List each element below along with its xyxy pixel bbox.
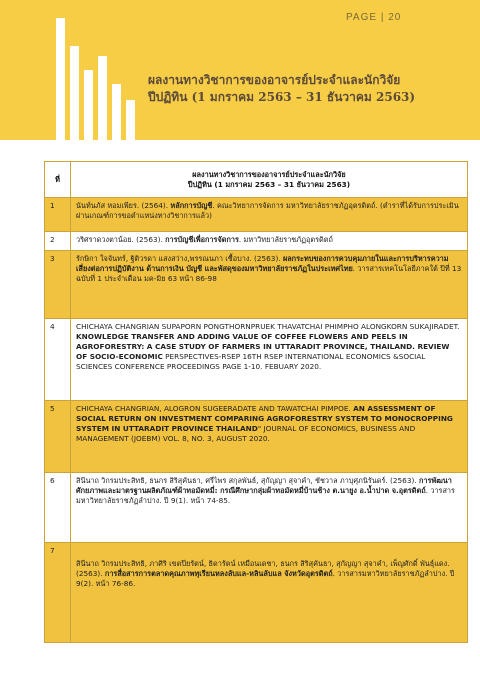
citation-source: . มหาวิทยาลัยราชภัฏอุตรดิตถ์ <box>238 235 333 244</box>
row-citation <box>71 401 468 473</box>
citation-authors: CHICHAYA CHANGRIAN SUPAPORN PONGTHORNPRUEK THAVATCHAI PHIMPHO ALONGKORN SUKAJIRADET. <box>76 322 460 331</box>
row-number: 6 <box>45 473 71 543</box>
row-number: 7 <box>45 543 71 643</box>
row-citation <box>71 473 468 543</box>
bar-chart-decoration <box>70 46 79 140</box>
table-row <box>45 543 468 643</box>
citation-source: . วารสารมหาวิทยาลัยราชภัฏลำปาง. ปี 9(1). หน้า 74-85. <box>76 486 455 505</box>
citation-title: KNOWLEDGE TRANSFER AND ADDING VALUE OF COFFEE FLOWERS AND PEELS IN AGROFORESTRY: A CASE STUDY OF FARMERS IN UTTARADIT PROVINCE, THAILAND. REVIEW OF SOCIO-ECONOMIC <box>76 332 450 361</box>
citation-source: PERSPECTIVES-RSEP 16TH RSEP INTERNATIONAL ECONOMICS &SOCIAL SCIENCES CONFERENCE PROCEEDINGS PAGE 1-10. FEBUARY 2020. <box>76 352 426 371</box>
row-number: 3 <box>45 251 71 319</box>
citation-authors: รักษิกา ใจจันทร์, ฐิติวรดา แสงสว่าง,พรรณนภา เชื้อบาง. (2563). <box>76 254 283 263</box>
bar-chart-decoration <box>112 84 121 140</box>
table-row <box>45 319 468 401</box>
row-citation <box>71 543 468 643</box>
publications-table <box>44 161 468 643</box>
column-header-number: ที่ <box>45 162 71 198</box>
row-citation <box>71 198 468 232</box>
bar-chart-decoration <box>98 56 107 140</box>
page-number: PAGE | 20 <box>346 12 402 23</box>
row-citation <box>71 251 468 319</box>
row-citation <box>71 232 468 251</box>
page-header-band <box>0 0 480 140</box>
citation-source: . คณะวิทยาการจัดการ มหาวิทยาลัยราชภัฏอุตรดิตถ์. (ตำราที่ได้รับการประเมินผ่านเกณฑ์การขอตำแหน่งทางวิชาการแล้ว) <box>76 201 459 220</box>
table-row <box>45 232 468 251</box>
bar-chart-decoration <box>84 70 93 140</box>
column-header-line-2: ปีปฏิทิน (1 มกราคม 2563 – 31 ธันวาคม 2563) <box>187 179 351 189</box>
citation-authors: วริศราดวงตาน้อย. (2563). <box>76 235 166 244</box>
table-row <box>45 251 468 319</box>
title-line-1: ผลงานทางวิชาการของอาจารย์ประจำและนักวิจัย <box>148 73 401 87</box>
row-number: 1 <box>45 198 71 232</box>
column-header-line-1: ผลงานทางวิชาการของอาจารย์ประจำและนักวิจัย <box>192 169 346 179</box>
row-citation <box>71 319 468 401</box>
citation-source: . วารสารมหาวิทยาลัยราชภัฏลำปาง. ปี 9(2). หน้า 76-86. <box>76 569 455 588</box>
table-row <box>45 198 468 232</box>
citation-authors: สินีนาถ วิกรมประสิทธิ, ภาศิริ เขตปียรัตน์, ธิดารัตน์ เหมือนเดชา, ธนกร สิริสุคันธา, สุกัญญา สุจาคำ, เพ็ญศักดิ์ พันธุ์แดง. (2563). <box>76 559 450 578</box>
title-line-2: ปีปฏิทิน (1 มกราคม 2563 – 31 ธันวาคม 2563) <box>148 90 416 104</box>
citation-source: " JOURNAL OF ECONOMICS, BUSINESS AND MANAGEMENT (JOEBM) VOL. 8, NO. 3, AUGUST 2020. <box>76 424 416 443</box>
column-header-title <box>71 162 468 198</box>
citation-source: . วารสารเทคโนโลยีภาคใต้ ปีที่ 13 ฉบับที่ 1 ประจำเดือน มค-มิย 63 หน้า 86-98 <box>76 264 462 283</box>
table-header-row <box>45 162 468 198</box>
table-row <box>45 473 468 543</box>
citation-title: การบัญชีเพื่อการจัดการ <box>165 235 239 244</box>
row-number: 2 <box>45 232 71 251</box>
bar-chart-decoration <box>126 100 135 140</box>
citation-authors: นันท์นภัส หอมเพียร. (2564). <box>76 201 171 210</box>
citation-title: หลักการบัญชี <box>170 201 213 210</box>
citation-authors: CHICHAYA CHANGRIAN, ALOGRON SUGEERADATE AND TAWATCHAI PIMPOE. <box>76 404 354 413</box>
row-number: 5 <box>45 401 71 473</box>
table-row <box>45 401 468 473</box>
citation-authors: สินีนาถ วิกรมประสิทธิ, ธนกร สิริสุคันธา, ศรีไพร สกุลพันธ์, สุกัญญา สุจาคำ, ชัชวาล ภาบุศุภนิรันดร์. (2563). <box>76 476 419 485</box>
bar-chart-decoration <box>56 18 65 140</box>
citation-title: ผลกระทบของการควบคุมภายในและการบริหารความเสี่ยงต่อการปฏิบัติงาน ด้านการเงิน บัญชี และพัสดุของมหาวิทยาลัยราชภัฏในประเทศไทย <box>76 254 449 273</box>
citation-title: AN ASSESSMENT OF SOCIAL RETURN ON INVESTMENT COMPARING AGROFORESTRY SYSTEM TO MONOCROPPING SYSTEM IN UTTARADIT PROVINCE THAILAND <box>76 404 453 433</box>
row-number: 4 <box>45 319 71 401</box>
citation-title: การสื่อสารการตลาดคุณภาพทุเรียนหลงลับแล-หลินลับแล จังหวัดอุตรดิตถ์ <box>104 569 333 578</box>
citation-title: การพัฒนาศักยภาพและมาตรฐานผลิตภัณฑ์ผ้าทอมัดหมี่: กรณีศึกษากลุ่มผ้าทอมัดหมี่บ้านช้าง ต.นายูง อ.น้ำปาด จ.อุตรดิตถ์ <box>76 476 452 495</box>
page-title <box>148 72 474 106</box>
